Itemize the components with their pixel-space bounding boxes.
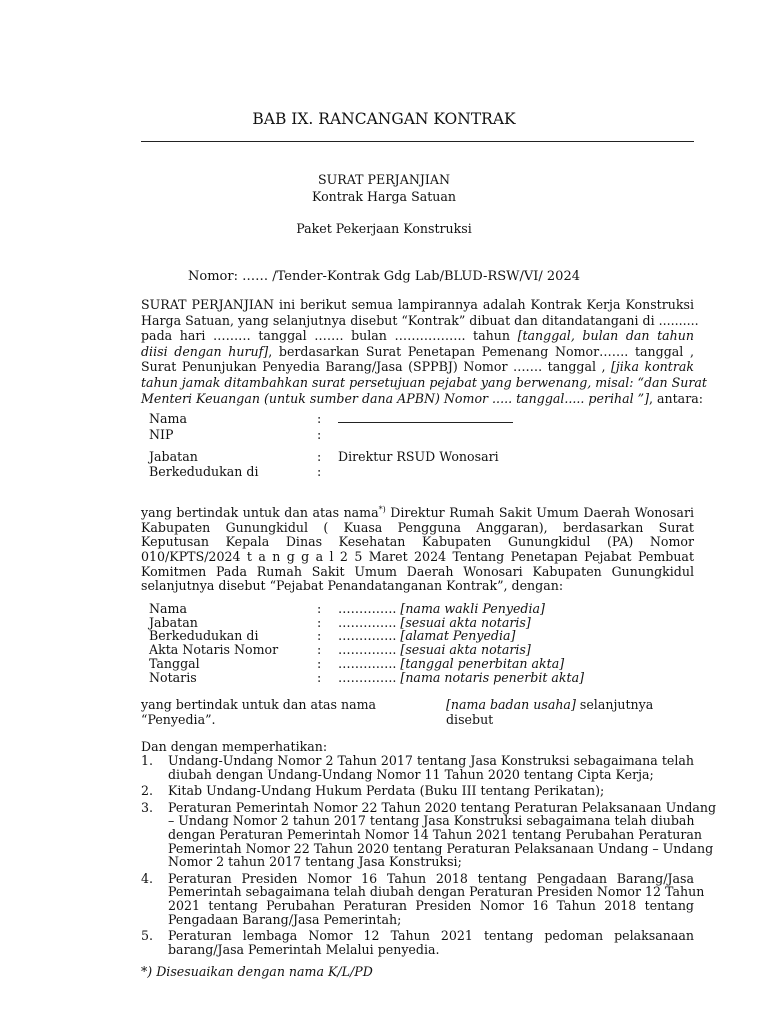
- item-line: Pengadaan Barang/Jasa Pemerintah;: [168, 911, 402, 927]
- field-value: ………….. [sesuai akta notaris]: [338, 614, 531, 630]
- field-label: Berkedudukan di: [149, 628, 259, 644]
- field-colon: :: [317, 427, 322, 442]
- item-line: dengan Peraturan Pemerintah Nomor 14 Tahun 2021 tentang Perubahan Peraturan: [168, 826, 702, 842]
- acting-line: Kabupaten Gunungkidul ( Kuasa Pengguna Anggaran), berdasarkan Surat: [141, 519, 694, 535]
- field-colon: :: [317, 642, 322, 658]
- field-colon: :: [317, 449, 322, 464]
- package-title: Paket Pekerjaan Konstruksi: [296, 221, 472, 236]
- blank-line: [338, 411, 513, 423]
- acting-line: yang bertindak untuk dan atas nama*) Direktur Rumah Sakit Umum Daerah Wonosari: [141, 505, 694, 521]
- field-value: ………….. [nama wakli Penyedia]: [338, 601, 545, 616]
- field-label: Berkedudukan di: [149, 464, 259, 479]
- party-one-row: [149, 449, 709, 464]
- item-number: 5.: [141, 928, 154, 944]
- item-line: Undang-Undang Nomor 2 Tahun 2017 tentang Jasa Konstruksi sebagaimana telah: [168, 753, 694, 768]
- party-one-row: [149, 464, 709, 479]
- item-number: 4.: [141, 870, 154, 886]
- item-line: Peraturan Pemerintah Nomor 22 Tahun 2020 tentang Peraturan Pelaksanaan Undang: [168, 799, 717, 815]
- acting-line: Komitmen Pada Rumah Sakit Umum Daerah Wonosari Kabupaten Gunungkidul: [141, 563, 694, 579]
- item-number: 3.: [141, 799, 154, 815]
- field-label: Akta Notaris Nomor: [149, 642, 279, 658]
- acting-line: 010/KPTS/2024 t a n g g a l 2 5 Maret 2024 Tentang Penetapan Pejabat Pembuat: [141, 548, 694, 564]
- item-line: – Undang Nomor 2 tahun 2017 tentang Jasa Konstruksi sebagaimana telah diubah: [168, 813, 695, 829]
- footnote: *) Disesuaikan dengan nama K/L/PD: [141, 964, 373, 979]
- provider-text-c: selanjutnya disebut: [446, 697, 654, 727]
- acting-line: Keputusan Kepala Dinas Kesehatan Kabupaten Gunungkidul (PA) Nomor: [141, 534, 694, 550]
- field-label: Nama: [149, 601, 187, 616]
- legal-basis-item: [141, 929, 694, 956]
- acting-paragraph: [141, 503, 694, 594]
- party-one-row: [149, 411, 709, 426]
- field-value: ………….. [tanggal penerbitan akta]: [338, 655, 565, 671]
- provider-text-a: yang bertindak untuk dan atas nama: [141, 697, 377, 712]
- field-colon: :: [317, 464, 322, 479]
- contract-number: Nomor: …… /Tender-Kontrak Gdg Lab/BLUD-RSW/VI/ 2024: [188, 269, 580, 284]
- item-line: 2021 tentang Perubahan Peraturan Presiden Nomor 16 Tahun 2018 tentang: [168, 897, 694, 913]
- item-number: 2.: [141, 783, 154, 799]
- intro-line: Surat Penunjukan Penyedia Barang/Jasa (SPPBJ) Nomor ……. tanggal , [jika kontrak: [141, 359, 694, 375]
- legal-basis-item: [141, 870, 705, 927]
- item-line: Peraturan Presiden Nomor 16 Tahun 2018 tentang Pengadaan Barang/Jasa: [168, 870, 694, 886]
- intro-line: SURAT PERJANJIAN ini berikut semua lampirannya adalah Kontrak Kerja Konstruksi: [141, 297, 694, 312]
- intro-line: tahun jamak ditambahkan surat persetujuan pejabat yang berwenang, misal: “dan Surat: [141, 374, 707, 390]
- item-line: diubah dengan Undang-Undang Nomor 11 Tahun 2020 tentang Cipta Kerja;: [168, 766, 654, 782]
- field-label: Notaris: [149, 669, 197, 685]
- field-label: NIP: [149, 427, 174, 442]
- field-value: Direktur RSUD Wonosari: [338, 449, 499, 464]
- item-line: Kitab Undang-Undang Hukum Perdata (Buku III tentang Perikatan);: [168, 783, 605, 799]
- legal-basis-item: [141, 784, 694, 798]
- legal-basis-item: [141, 754, 694, 781]
- item-line: Peraturan lembaga Nomor 12 Tahun 2021 tentang pedoman pelaksanaan: [168, 928, 694, 944]
- item-line: Pemerintah sebagaimana telah diubah dengan Peraturan Presiden Nomor 12 Tahun: [168, 884, 705, 900]
- legal-basis-list: [141, 753, 717, 959]
- intro-line: diisi dengan huruf], berdasarkan Surat Penetapan Pemenang Nomor……. tanggal ,: [141, 343, 694, 359]
- field-label: Jabatan: [149, 449, 198, 464]
- field-label: Nama: [149, 411, 187, 426]
- acting-line: selanjutnya disebut “Pejabat Penandatanganan Kontrak”, dengan:: [141, 578, 564, 594]
- field-colon: :: [317, 601, 322, 616]
- intro-line: Harga Satuan, yang selanjutnya disebut “Kontrak” dibuat dan ditandatangani di ..........: [141, 312, 699, 328]
- field-colon: :: [317, 411, 322, 426]
- field-colon: :: [317, 628, 322, 644]
- provider-paragraph: [141, 697, 694, 727]
- item-line: Pemerintah Nomor 22 Tahun 2020 tentang Peraturan Pelaksanaan Undang – Undang: [168, 840, 714, 856]
- intro-line: Menteri Keuangan (untuk sumber dana APBN) Nomor ..... tanggal..... perihal ”], antara:: [141, 390, 703, 406]
- item-line: barang/Jasa Pemerintah Melalui penyedia.: [168, 941, 440, 957]
- field-colon: :: [317, 669, 322, 685]
- item-number: 1.: [141, 753, 154, 768]
- document-title: SURAT PERJANJIAN: [318, 172, 450, 187]
- chapter-heading: BAB IX. RANCANGAN KONTRAK: [252, 110, 516, 128]
- item-line: Nomor 2 tahun 2017 tentang Jasa Konstruksi;: [168, 854, 462, 870]
- provider-text-d: “Penyedia”.: [141, 712, 216, 727]
- party-two-row: [149, 670, 709, 685]
- heading-divider: [141, 141, 694, 142]
- field-colon: :: [317, 655, 322, 671]
- intro-line: pada hari ……… tanggal ……. bulan …………….. tahun [tanggal, bulan dan tahun: [141, 328, 694, 344]
- field-value: [338, 411, 513, 426]
- field-value: ………….. [nama notaris penerbit akta]: [338, 669, 585, 685]
- field-value: ………….. [sesuai akta notaris]: [338, 642, 531, 658]
- intro-paragraph: [141, 297, 707, 406]
- considering-label: Dan dengan memperhatikan:: [141, 739, 328, 754]
- legal-basis-item: [141, 799, 717, 870]
- field-label: Jabatan: [149, 614, 198, 630]
- party-one-row: [149, 427, 709, 442]
- provider-text-b: [nama badan usaha]: [446, 697, 576, 712]
- document-subtitle: Kontrak Harga Satuan: [312, 189, 456, 204]
- field-label: Tanggal: [149, 655, 200, 671]
- field-colon: :: [317, 614, 322, 630]
- field-value: ………….. [alamat Penyedia]: [338, 628, 516, 644]
